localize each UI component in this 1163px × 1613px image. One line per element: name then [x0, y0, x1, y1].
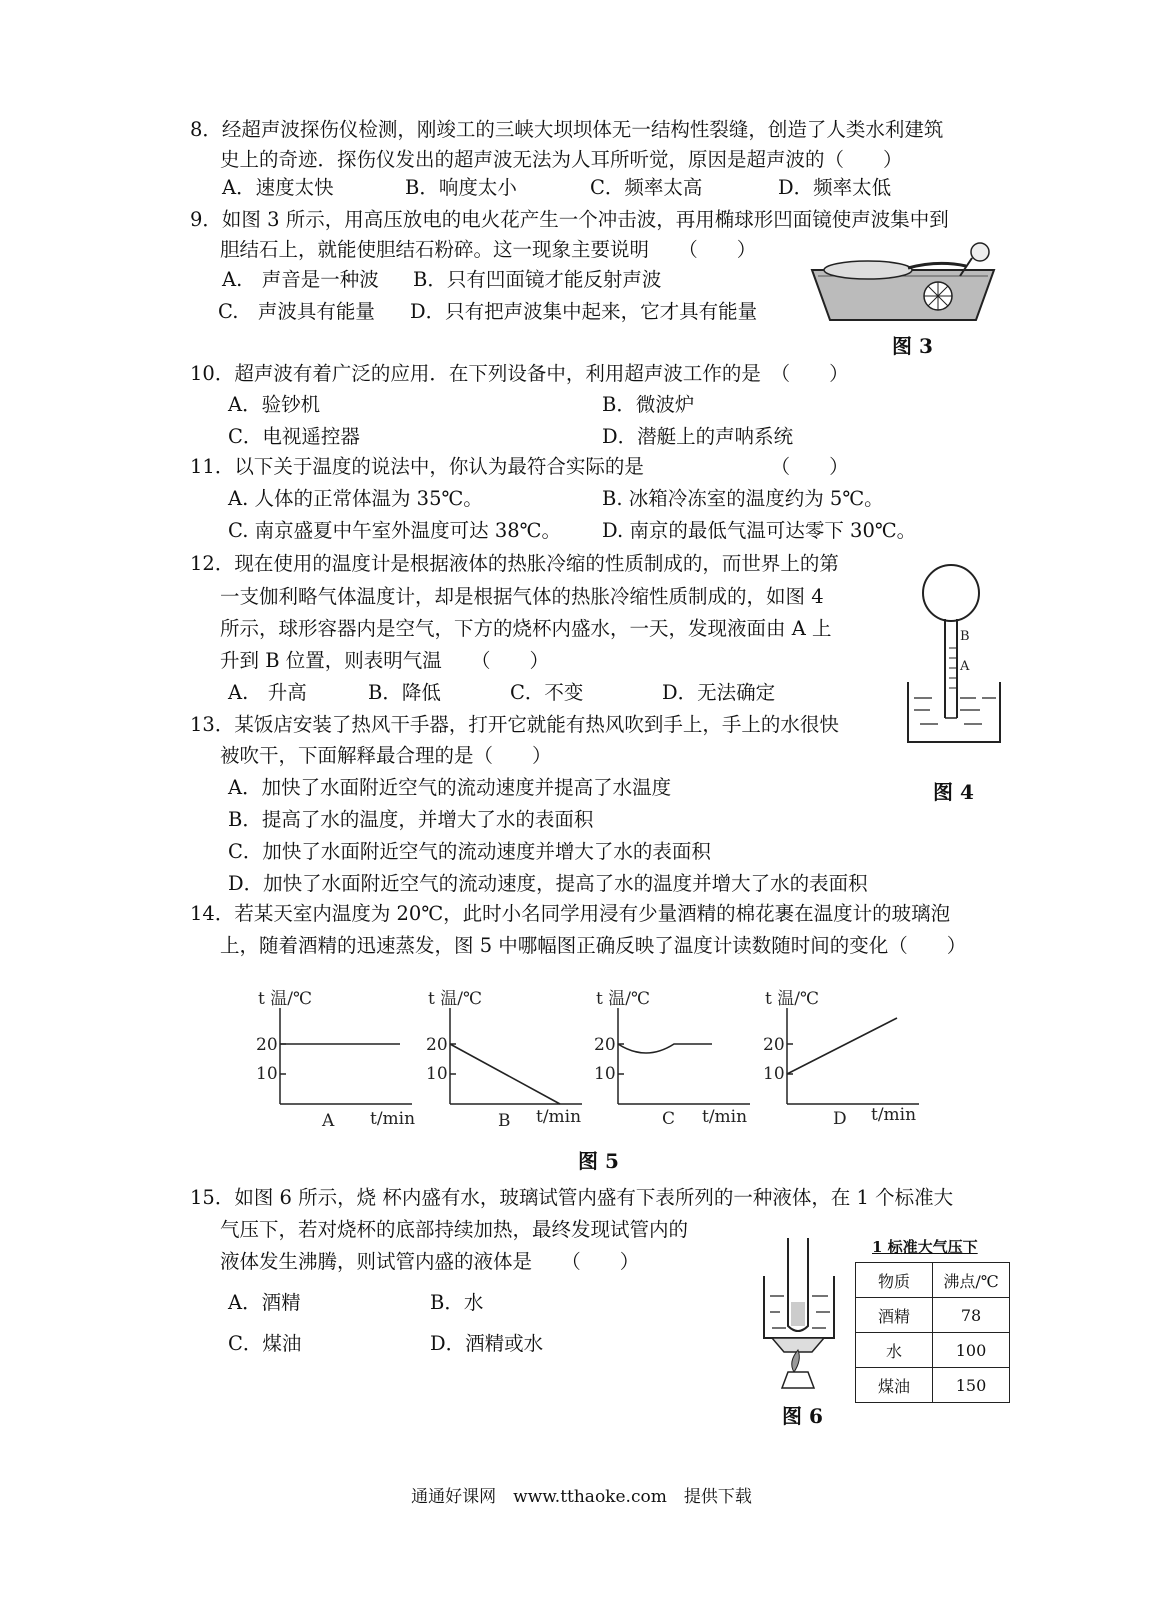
thermometer-label-b: B [960, 629, 970, 644]
beaker-test-tube-figure [758, 1232, 840, 1392]
graph-d-xlabel: t/min [871, 1105, 917, 1125]
graph-c [588, 982, 758, 1132]
graph-c-ylabel: t 温/℃ [596, 989, 650, 1009]
graph-b-ylabel: t 温/℃ [428, 989, 482, 1009]
thermometer-label-a: A [960, 659, 970, 674]
q9-line2: 胆结石上，就能使胆结石粉碎。这一现象主要说明 （ ） [220, 238, 757, 261]
graph-a-tick-20: 20 [256, 1035, 278, 1055]
q15-line1: 15．如图 6 所示，烧 杯内盛有水，玻璃试管内盛有下表所列的一种液体，在 1 个标准大 [190, 1186, 954, 1209]
q12-option-d: D．无法确定 [662, 681, 776, 704]
graph-a-ylabel: t 温/℃ [258, 989, 312, 1009]
table-cell: 水 [856, 1333, 933, 1368]
q13-option-a: A．加快了水面附近空气的流动速度并提高了水温度 [228, 776, 672, 799]
q11-option-d: D. 南京的最低气温可达零下 30℃。 [602, 519, 917, 542]
table-row [856, 1368, 1010, 1403]
q12-line1: 12．现在使用的温度计是根据液体的热胀冷缩的性质制成的，而世界上的第 [190, 552, 839, 575]
graph-d-ylabel: t 温/℃ [765, 989, 819, 1009]
q13-option-b: B．提高了水的温度，并增大了水的表面积 [228, 808, 594, 831]
q9-option-b: B．只有凹面镜才能反射声波 [413, 268, 662, 291]
q15-line2: 气压下，若对烧杯的底部持续加热，最终发现试管内的 [220, 1218, 689, 1241]
q11-option-b: B. 冰箱冷冻室的温度约为 5℃。 [602, 487, 884, 510]
q10-option-c: C．电视遥控器 [228, 425, 360, 448]
table-cell: 78 [933, 1298, 1010, 1333]
q13-option-d: D．加快了水面附近空气的流动速度，提高了水的温度并增大了水的表面积 [228, 872, 868, 895]
figure-6-caption: 图 6 [782, 1404, 823, 1428]
graph-d-tick-20: 20 [763, 1035, 785, 1055]
q15-option-a: A．酒精 [228, 1291, 301, 1314]
boiling-point-table [855, 1262, 1010, 1403]
q8-option-b: B．响度太小 [405, 176, 517, 199]
page-footer: 通通好课网 www.tthaoke.com 提供下载 [411, 1487, 752, 1507]
figure-5-caption: 图 5 [578, 1149, 619, 1173]
q8-line2: 史上的奇迹．探伤仪发出的超声波无法为人耳所听觉，原因是超声波的（ ） [220, 148, 903, 171]
q15-option-c: C．煤油 [228, 1332, 302, 1355]
figure-3-caption: 图 3 [892, 334, 933, 358]
graph-b-curve [450, 1044, 560, 1104]
q14-line1: 14．若某天室内温度为 20℃，此时小名同学用浸有少量酒精的棉花裹在温度计的玻璃泡 [190, 902, 951, 925]
table-cell: 煤油 [856, 1368, 933, 1403]
graph-b-tick-20: 20 [426, 1035, 448, 1055]
table-header-cell: 沸点/℃ [933, 1263, 1010, 1298]
q12-line4: 升到 B 位置，则表明气温 （ ） [220, 649, 549, 672]
galileo-thermometer-figure [900, 560, 1010, 746]
graph-b-xlabel: t/min [536, 1107, 582, 1127]
graph-a-xlabel: t/min [370, 1109, 416, 1129]
graph-c-xlabel: t/min [702, 1107, 748, 1127]
q14-line2: 上，随着酒精的迅速蒸发，图 5 中哪幅图正确反映了温度计读数随时间的变化（ ） [220, 934, 967, 957]
q13-option-c: C．加快了水面附近空气的流动速度并增大了水的表面积 [228, 840, 711, 863]
q10-option-b: B．微波炉 [602, 393, 695, 416]
q11-option-c: C. 南京盛夏中午室外温度可达 38℃。 [228, 519, 561, 542]
graph-d [757, 982, 927, 1132]
q9-option-c: C. 声波具有能量 [218, 300, 375, 323]
q11-option-a: A. 人体的正常体温为 35℃。 [228, 487, 483, 510]
q9-line1: 9．如图 3 所示，用高压放电的电火花产生一个冲击波，再用椭球形凹面镜使声波集中到 [190, 208, 949, 231]
q13-line2: 被吹干，下面解释最合理的是（ ） [220, 744, 552, 767]
q15-line3: 液体发生沸腾，则试管内盛的液体是 （ ） [220, 1250, 640, 1273]
q15-option-b: B．水 [430, 1291, 484, 1314]
graph-c-tick-10: 10 [594, 1064, 616, 1084]
graph-c-tick-20: 20 [594, 1035, 616, 1055]
q11-line1: 11．以下关于温度的说法中，你认为最符合实际的是 （ ） [190, 455, 849, 478]
q8-option-d: D．频率太低 [778, 176, 892, 199]
q12-option-c: C．不变 [510, 681, 584, 704]
graph-a [250, 982, 420, 1132]
table-row [856, 1333, 1010, 1368]
table-cell: 100 [933, 1333, 1010, 1368]
graph-a-tick-10: 10 [256, 1064, 278, 1084]
q10-option-a: A．验钞机 [228, 393, 321, 416]
q9-option-d: D．只有把声波集中起来，它才具有能量 [410, 300, 758, 323]
q10-option-d: D．潜艇上的声呐系统 [602, 425, 794, 448]
q8-line1: 8．经超声波探伤仪检测，刚竣工的三峡大坝坝体无一结构性裂缝，创造了人类水利建筑 [190, 118, 944, 141]
q10-line1: 10．超声波有着广泛的应用．在下列设备中，利用超声波工作的是 （ ） [190, 362, 849, 385]
graph-d-letter: D [833, 1109, 847, 1129]
graph-a-letter: A [322, 1111, 335, 1131]
graph-c-curve [618, 1044, 712, 1053]
graph-b [420, 982, 590, 1132]
q8-option-a: A．速度太快 [222, 176, 334, 199]
table-cell: 150 [933, 1368, 1010, 1403]
boiling-table-title: 1 标准大气压下 [872, 1238, 978, 1256]
q12-option-b: B．降低 [368, 681, 441, 704]
figure-4-caption: 图 4 [933, 780, 974, 804]
graph-c-letter: C [662, 1109, 676, 1129]
graph-d-curve [787, 1018, 897, 1074]
q12-option-a: A. 升高 [228, 681, 307, 704]
q9-option-a: A. 声音是一种波 [222, 268, 379, 291]
q12-line3: 所示，球形容器内是空气，下方的烧杯内盛水，一天，发现液面由 A 上 [220, 617, 832, 640]
graph-b-tick-10: 10 [426, 1064, 448, 1084]
table-row [856, 1298, 1010, 1333]
table-header-cell: 物质 [856, 1263, 933, 1298]
bathtub-lithotripsy-figure [808, 236, 1000, 326]
q8-option-c: C．频率太高 [590, 176, 703, 199]
table-header-row [856, 1263, 1010, 1298]
table-cell: 酒精 [856, 1298, 933, 1333]
q15-option-d: D．酒精或水 [430, 1332, 544, 1355]
q12-line2: 一支伽利略气体温度计，却是根据气体的热胀冷缩性质制成的，如图 4 [220, 585, 824, 608]
graph-b-letter: B [498, 1111, 511, 1131]
q13-line1: 13．某饭店安装了热风干手器，打开它就能有热风吹到手上，手上的水很快 [190, 713, 839, 736]
graph-d-tick-10: 10 [763, 1064, 785, 1084]
